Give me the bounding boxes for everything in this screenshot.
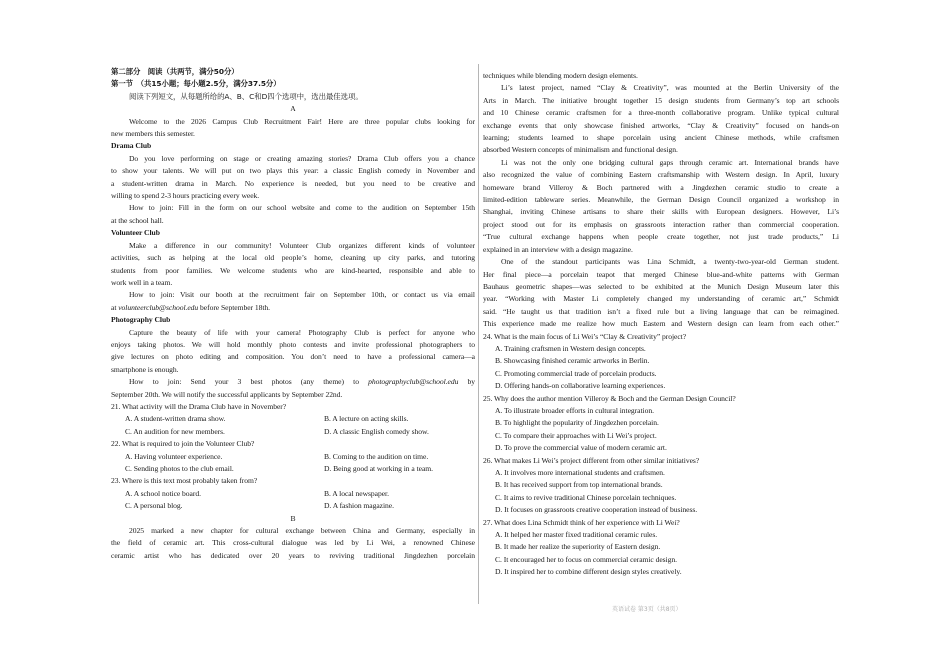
- passage-b-p3-line: explained in an interview with a design magazine.: [483, 244, 633, 254]
- option-b: B. A lecture on acting skills.: [324, 414, 409, 424]
- passage-b-p4-line: This experience made me realize how much Eastern and Western design can learn from each other.”: [483, 319, 839, 329]
- option-c: C. An audition for new members.: [125, 426, 225, 436]
- option-b: B. A local newspaper.: [324, 488, 389, 498]
- option-c: C. It encouraged her to focus on commercial ceramic design.: [495, 554, 677, 564]
- passage-b-p3-line: project stood out for its emphasis on grassroots interaction rather than commercial cooperation.: [483, 219, 839, 229]
- volunteer-join-suffix: before September 18th.: [198, 302, 270, 312]
- options-row: [111, 451, 475, 463]
- passage-b-line: ceramic artist who has dedicated over 20 years to reviving traditional Jingdezhen porcelain: [111, 550, 475, 560]
- option-a: A. To illustrate broader efforts in cultural integration.: [495, 405, 654, 415]
- photo-join-line: [111, 376, 475, 388]
- volunteer-email: volunteerclub@school.edu: [118, 302, 199, 312]
- option-d: D. A fashion magazine.: [324, 501, 394, 511]
- left-column: [111, 66, 475, 562]
- option-c: C. It aims to revive traditional Chinese porcelain techniques.: [495, 492, 677, 502]
- photo-join-line: September 20th. We will notify the successful applicants by September 22nd.: [111, 389, 343, 399]
- passage-a-intro-line: new members this semester.: [111, 129, 195, 139]
- right-column: [483, 70, 839, 579]
- passage-b-p3-line: homeware brand Villeroy & Boch partnered with a Jingdezhen ceramic studio to create a: [483, 182, 839, 192]
- passage-b-p3-line: Li was not the only one bridging cultural gaps through ceramic art. International brands have: [501, 157, 839, 167]
- option-d: D. It focuses on grassroots creative cooperation instead of business.: [495, 505, 698, 515]
- passage-b-line: 2025 marked a new chapter for cultural exchange between China and Germany, especially in: [129, 525, 475, 535]
- part-title: 第二部分 阅读（共两节，满分50分）: [111, 67, 239, 76]
- option-d: D. A classic English comedy show.: [324, 426, 429, 436]
- option-b: B. Showcasing finished ceramic artworks in Berlin.: [495, 356, 650, 366]
- passage-b-p2-line: learning; students learned to shape porcelain using ancient Chinese methods, while craftsmen: [483, 133, 839, 143]
- option-d: D. To prove the commercial value of modern ceramic art.: [495, 443, 667, 453]
- passage-b-p2-line: Li’s latest project, named “Clay & Creativity”, was mounted at the Berlin University of the: [501, 83, 839, 93]
- question-26: 26. What makes Li Wei’s project different from other similar initiatives?: [483, 455, 700, 465]
- question-24: 24. What is the main focus of Li Wei’s “Clay & Creativity” project?: [483, 331, 687, 341]
- question-22: 22. What is required to join the Volunteer Club?: [111, 439, 255, 449]
- option-c: C. To compare their approaches with Li Wei’s project.: [495, 430, 657, 440]
- section-title: 第一节 （共15小题；每小题2.5分，满分37.5分）: [111, 79, 281, 89]
- passage-b-line: the field of ceramic art. This cross-cultural dialogue was led by Li Wei, a renowned Chinese: [111, 538, 475, 548]
- option-a: A. It helped her master fixed traditional ceramic rules.: [495, 530, 658, 540]
- passage-b-p4-line: said. “He taught us that tradition isn’t a fixed rule but a living language that can be reimagined.: [483, 306, 839, 316]
- photo-text-line: smartphone is enough.: [111, 364, 179, 374]
- question-21: 21. What activity will the Drama Club have in November?: [111, 401, 287, 411]
- passage-b-p2-line: and 10 Chinese ceramic craftsmen for a three-month collaborative program. Unlike typical cultural: [483, 108, 839, 118]
- instruction: 阅读下列短文，从每题所给的A、B、C和D四个选项中，选出最佳选项。: [129, 91, 363, 101]
- passage-b-p4-line: Bauhaus geometric shapes—was selected to be exhibited at the Munich Design Museum later this: [483, 281, 839, 291]
- option-b: B. Coming to the audition on time.: [324, 451, 429, 461]
- option-d: D. Offering hands-on collaborative learning experiences.: [495, 381, 666, 391]
- options-row: [111, 413, 475, 425]
- question-23: 23. Where is this text most probably taken from?: [111, 476, 258, 486]
- option-a: A. A school notice board.: [125, 488, 201, 498]
- volunteer-join-prefix: at: [111, 302, 119, 312]
- passage-a-intro-line: Welcome to the 2026 Campus Club Recruitment Fair! Here are three popular clubs looking for: [129, 116, 475, 126]
- photo-join-prefix: How to join: Send your 3 best photos (any theme) to: [129, 377, 369, 387]
- option-b: B. It made her realize the superiority of Eastern design.: [495, 542, 661, 552]
- drama-text-line: to show your talents. We will put on two plays this year: a classic English comedy in November and: [111, 166, 475, 176]
- passage-b-p2-line: exchange events that only showcase finished artworks, “Clay & Creativity” focused on hands-on: [483, 120, 839, 130]
- photo-join-suffix: by: [458, 377, 475, 387]
- option-a: A. Training craftsmen in Western design concepts.: [495, 343, 646, 353]
- volunteer-text-line: students from poor families. We welcome students who are kind-hearted, responsible and able to: [111, 265, 475, 275]
- photography-club-heading: Photography Club: [111, 315, 171, 325]
- drama-join-line: How to join: Fill in the form on our school website and come to the audition on September 15th: [129, 203, 475, 213]
- photo-text-line: Capture the beauty of life with your camera! Photography Club is perfect for anyone who: [129, 327, 475, 337]
- drama-club-heading: Drama Club: [111, 141, 152, 151]
- options-row: [111, 426, 475, 438]
- passage-b-p2-line: Arts in March. The initiative brought together 15 design students from Germany’s top art schools: [483, 95, 839, 105]
- option-c: C. A personal blog.: [125, 501, 183, 511]
- option-b: B. To highlight the popularity of Jingdezhen porcelain.: [495, 418, 659, 428]
- volunteer-text-line: Make a difference in our community! Volunteer Club organizes different kinds of volunteer: [129, 240, 475, 250]
- passage-b-p4-line: Her final piece—a porcelain teapot that merged Chinese blue-and-white patterns with German: [483, 269, 839, 279]
- passage-a-label: A: [290, 104, 296, 114]
- options-row: [111, 463, 475, 475]
- passage-b-label: B: [290, 513, 296, 523]
- volunteer-text-line: work well in a team.: [111, 277, 173, 287]
- option-b: B. It has received support from top international brands.: [495, 480, 663, 490]
- volunteer-text-line: activities, such as helping at the local old people’s home, cleaning up city parks, and tutoring: [111, 253, 475, 263]
- options-row: [111, 488, 475, 500]
- photo-text-line: give lectures on photo editing and composition. You don’t need to have a professional camera—a: [111, 352, 475, 362]
- passage-b-p4-line: One of the standout participants was Lina Schmidt, a twenty-two-year-old German student.: [501, 257, 839, 267]
- drama-join-line: at the school hall.: [111, 215, 164, 225]
- drama-text-line: willing to spend 2-3 hours practicing every week.: [111, 191, 260, 201]
- question-27: 27. What does Lina Schmidt think of her experience with Li Wei?: [483, 517, 680, 527]
- option-a: A. It involves more international students and craftsmen.: [495, 468, 665, 477]
- options-row: [111, 500, 475, 512]
- option-a: A. Having volunteer experience.: [125, 451, 223, 461]
- option-d: D. Being good at working in a team.: [324, 463, 433, 473]
- option-a: A. A student-written drama show.: [125, 414, 226, 424]
- passage-b-p4-line: year. “Working with Master Li completely changed my understanding of ceramic art,” Schmidt: [483, 294, 839, 304]
- volunteer-join-line: [111, 302, 475, 314]
- option-d: D. It inspired her to combine different design styles creatively.: [495, 567, 682, 577]
- drama-text-line: Do you love performing on stage or creating amazing stories? Drama Club offers you a chance: [129, 153, 475, 163]
- passage-b-p3-line: limited-edition tableware series. Meanwhile, the German Design Council organized a workshop in: [483, 195, 839, 205]
- passage-b-p3-line: Shanghai, inviting Chinese artisans to share their skills with European designers. However, Li’s: [483, 207, 839, 217]
- passage-b-p2-line: absorbed Western concepts of minimalism and functional design.: [483, 145, 678, 155]
- option-c: C. Promoting commercial trade of porcelain products.: [495, 368, 657, 378]
- photo-email: photographyclub@school.edu: [368, 377, 459, 387]
- volunteer-join-line: How to join: Visit our booth at the recruitment fair on September 10th, or contact us via email: [129, 290, 475, 300]
- volunteer-club-heading: Volunteer Club: [111, 228, 160, 238]
- page-footer: 英语试卷 第3页（共8页）: [612, 606, 682, 612]
- passage-b-p3-line: “True cultural exchange happens when people create together, not just trade products,” Li: [483, 232, 839, 242]
- option-c: C. Sending photos to the club email.: [125, 463, 234, 473]
- drama-text-line: a student-written drama in March. No experience is needed, but you need to be creative and: [111, 178, 475, 188]
- question-25: 25. Why does the author mention Villeroy & Boch and the German Design Council?: [483, 393, 736, 403]
- photo-text-line: enjoys taking photos. We will hold monthly photo contests and invite professional photographers to: [111, 339, 475, 349]
- passage-b-p3-line: also recognized the value of combining Eastern craftsmanship with Western design. In April, luxury: [483, 170, 839, 180]
- passage-b-line: techniques while blending modern design elements.: [483, 71, 638, 80]
- column-divider: [478, 64, 479, 604]
